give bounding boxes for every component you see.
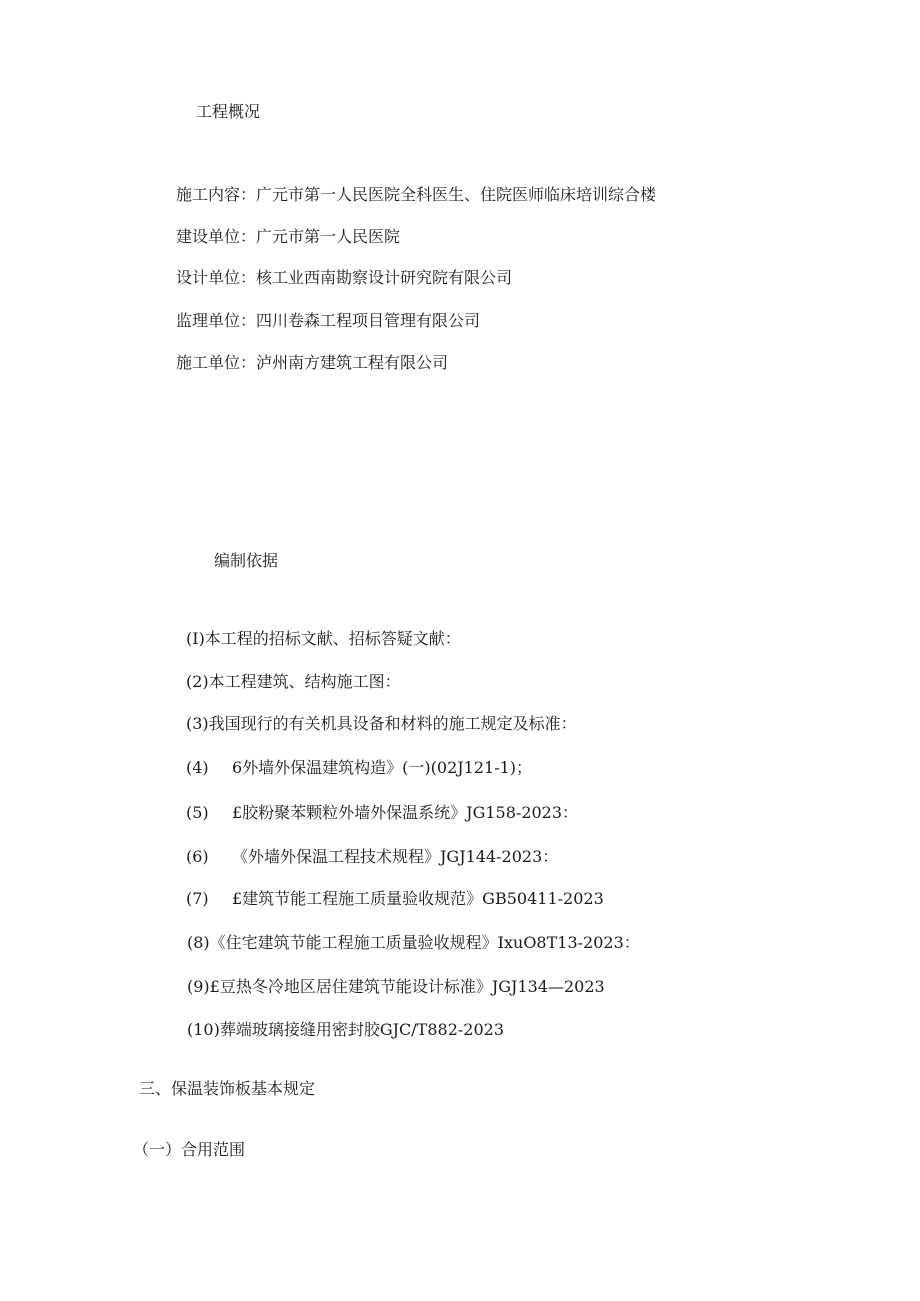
- item-number: (5): [186, 803, 209, 822]
- basis-item-8: (8)《住宅建筑节能工程施工质量验收规程》IxuO8T13-2023：: [187, 933, 640, 952]
- item-number: (7): [186, 889, 209, 908]
- basis-item-2: (2)本工程建筑、结构施工图：: [186, 672, 401, 691]
- basis-item-9: (9)£豆热冬冷地区居住建筑节能设计标准》JGJ134—2023: [187, 977, 605, 996]
- field-value: 广元市第一人民医院全科医生、住院医师临床培训综合楼: [256, 185, 657, 204]
- overview-heading: 工程概况: [196, 102, 261, 121]
- section-3-subheading: （一）合用范围: [133, 1140, 246, 1159]
- field-owner-unit: [176, 227, 400, 247]
- basis-item-4: [186, 758, 532, 778]
- basis-heading: 编制依据: [214, 551, 279, 570]
- item-number: (4): [186, 758, 209, 777]
- item-number: (6): [186, 847, 209, 866]
- field-label: 设计单位：: [176, 268, 257, 287]
- basis-item-1: (I)本工程的招标文献、招标答疑文献：: [186, 629, 461, 648]
- basis-item-5: [186, 803, 578, 823]
- field-construction-content: [176, 185, 656, 205]
- section-3-heading: 三、保温装饰板基本规定: [139, 1079, 316, 1098]
- item-text: 6外墙外保温建筑构造》(一)(02J121-1)；: [232, 758, 533, 777]
- field-value: 四川卷森工程项目管理有限公司: [256, 311, 481, 330]
- basis-item-7: [186, 889, 604, 909]
- field-value: 广元市第一人民医院: [256, 227, 401, 246]
- field-value: 泸州南方建筑工程有限公司: [256, 353, 449, 372]
- field-label: 监理单位：: [176, 311, 257, 330]
- field-label: 施工单位：: [176, 353, 257, 372]
- basis-item-3: (3)我国现行的有关机具设备和材料的施工规定及标准：: [186, 714, 577, 733]
- item-text: £建筑节能工程施工质量验收规范》GB50411-2023: [232, 889, 604, 908]
- field-value: 核工业西南勘察设计研究院有限公司: [256, 268, 513, 287]
- item-text: 《外墙外保温工程技术规程》JGJ144-2023：: [232, 847, 559, 866]
- field-label: 施工内容：: [176, 185, 257, 204]
- field-design-unit: [176, 268, 512, 288]
- field-supervision-unit: [176, 311, 480, 331]
- field-contractor-unit: [176, 353, 448, 373]
- basis-item-6: [186, 847, 558, 867]
- item-text: £胶粉聚苯颗粒外墙外保温系统》JG158-2023：: [232, 803, 579, 822]
- field-label: 建设单位：: [176, 227, 257, 246]
- basis-item-10: (10)葬端玻璃接缝用密封胶GJC/T882-2023: [187, 1020, 505, 1039]
